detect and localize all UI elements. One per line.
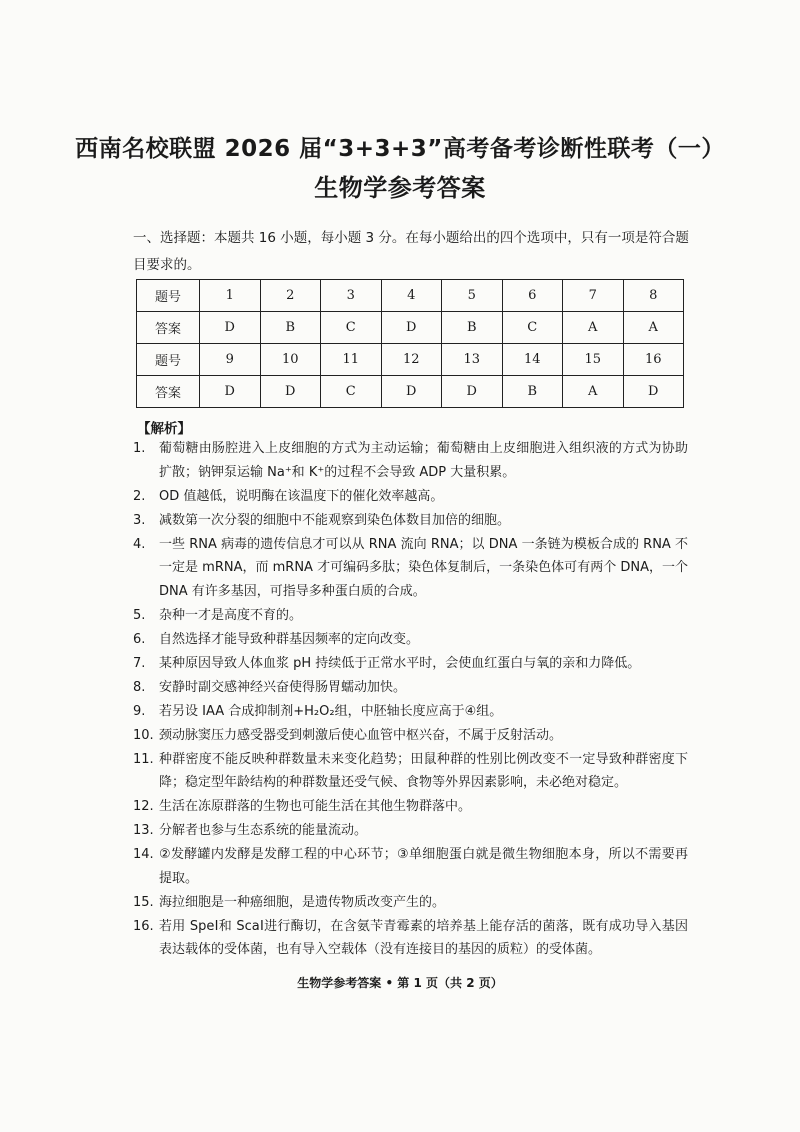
- item-number: 7.: [133, 655, 146, 671]
- table-row: [137, 376, 684, 408]
- answer-cell: D: [442, 376, 503, 408]
- list-item: [133, 819, 688, 843]
- item-text: 分解者也参与生态系统的能量流动。: [159, 823, 368, 838]
- item-text: 自然选择才能导致种群基因频率的定向改变。: [159, 631, 420, 647]
- list-item: [133, 676, 688, 700]
- page-footer: 生物学参考答案 • 第 1 页（共 2 页）: [297, 976, 503, 990]
- list-item: [133, 915, 688, 962]
- question-number: 12: [381, 344, 442, 376]
- list-item: [133, 628, 688, 652]
- item-text: ②发酵罐内发酵是发酵工程的中心环节；③单细胞蛋白就是微生物细胞本身，所以不需要再提取。: [159, 847, 688, 886]
- item-number: 11.: [133, 751, 154, 767]
- item-number: 12.: [133, 799, 154, 814]
- question-number: 10: [260, 344, 321, 376]
- item-text: OD 值越低，说明酶在该温度下的催化效率越高。: [159, 488, 444, 504]
- answer-cell: D: [381, 312, 442, 344]
- question-number: 7: [563, 280, 624, 312]
- answer-table: [136, 279, 684, 408]
- item-number: 8.: [133, 679, 146, 695]
- answer-cell: A: [563, 312, 624, 344]
- list-item: [133, 604, 688, 628]
- list-item: [133, 652, 688, 676]
- answer-cell: C: [502, 312, 563, 344]
- list-item: [133, 843, 688, 890]
- answer-cell: D: [200, 312, 261, 344]
- answer-cell: C: [321, 376, 382, 408]
- analysis-heading: 【解析】: [137, 421, 191, 437]
- table-row: [137, 344, 684, 376]
- item-number: 3.: [133, 512, 146, 528]
- table-row: [137, 280, 684, 312]
- question-number: 8: [623, 280, 684, 312]
- item-number: 15.: [133, 894, 154, 910]
- item-number: 2.: [133, 488, 146, 504]
- item-number: 4.: [133, 536, 146, 552]
- list-item: [133, 795, 688, 819]
- item-text: 若另设 IAA 合成抑制剂+H₂O₂组，中胚轴长度应高于④组。: [159, 703, 503, 719]
- answer-cell: D: [381, 376, 442, 408]
- list-item: [133, 485, 688, 509]
- table-label: 答案: [137, 376, 200, 408]
- question-number: 6: [502, 280, 563, 312]
- list-item: [133, 700, 688, 724]
- list-item: [133, 748, 688, 795]
- table-label: 题号: [137, 344, 200, 376]
- list-item: [133, 533, 688, 604]
- item-number: 10.: [133, 727, 154, 743]
- answer-cell: D: [623, 376, 684, 408]
- item-text: 某种原因导致人体血浆 pH 持续低于正常水平时，会使血红蛋白与氧的亲和力降低。: [159, 655, 641, 671]
- answer-cell: C: [321, 312, 382, 344]
- answer-cell: B: [442, 312, 503, 344]
- item-number: 1.: [133, 441, 146, 456]
- answer-cell: D: [260, 376, 321, 408]
- exam-title: 西南名校联盟 2026 届“3+3+3”高考备考诊断性联考（一）: [75, 136, 725, 162]
- list-item: [133, 891, 688, 915]
- question-number: 9: [200, 344, 261, 376]
- item-text: 减数第一次分裂的细胞中不能观察到染色体数目加倍的细胞。: [159, 512, 511, 528]
- item-number: 14.: [133, 847, 154, 862]
- item-text: 生活在冻原群落的生物也可能生活在其他生物群落中。: [159, 799, 472, 814]
- question-number: 3: [321, 280, 382, 312]
- analysis-list: [133, 437, 688, 962]
- item-text: 杂种一才是高度不育的。: [159, 607, 303, 623]
- item-text: 若用 SpeⅠ和 ScaⅠ进行酶切，在含氨苄青霉素的培养基上能存活的菌落，既有成功导入基因表达载体的受体菌，也有导入空载体（没有连接目的基因的质粒）的受体菌。: [159, 918, 688, 957]
- answer-cell: A: [563, 376, 624, 408]
- question-number: 15: [563, 344, 624, 376]
- answer-cell: B: [260, 312, 321, 344]
- item-number: 16.: [133, 918, 154, 934]
- question-number: 4: [381, 280, 442, 312]
- item-text: 一些 RNA 病毒的遗传信息才可以从 RNA 流向 RNA；以 DNA 一条链为模板合成的 RNA 不一定是 mRNA，而 mRNA 才可编码多肽；染色体复制后，一条染色体可有两个 DNA，一个 DNA 有许多基因，可指导多种蛋白质的合成。: [159, 536, 688, 599]
- item-number: 5.: [133, 607, 146, 623]
- question-number: 2: [260, 280, 321, 312]
- table-row: [137, 312, 684, 344]
- document-title: 生物学参考答案: [314, 174, 486, 202]
- table-label: 答案: [137, 312, 200, 344]
- item-text: 葡萄糖由肠腔进入上皮细胞的方式为主动运输；葡萄糖由上皮细胞进入组织液的方式为协助扩散；钠钾泵运输 Na⁺和 K⁺的过程不会导致 ADP 大量积累。: [159, 441, 688, 480]
- question-number: 1: [200, 280, 261, 312]
- question-number: 5: [442, 280, 503, 312]
- item-text: 海拉细胞是一种癌细胞，是遗传物质改变产生的。: [159, 894, 446, 910]
- item-text: 安静时副交感神经兴奋使得肠胃蠕动加快。: [159, 679, 407, 695]
- answer-cell: B: [502, 376, 563, 408]
- list-item: [133, 724, 688, 748]
- list-item: [133, 437, 688, 484]
- item-number: 6.: [133, 631, 146, 647]
- answer-cell: D: [200, 376, 261, 408]
- list-item: [133, 509, 688, 533]
- item-text: 种群密度不能反映种群数量未来变化趋势；田鼠种群的性别比例改变不一定导致种群密度下降；稳定型年龄结构的种群数量还受气候、食物等外界因素影响，未必绝对稳定。: [159, 751, 688, 790]
- question-number: 16: [623, 344, 684, 376]
- table-label: 题号: [137, 280, 200, 312]
- question-number: 13: [442, 344, 503, 376]
- item-text: 颈动脉窦压力感受器受到刺激后使心血管中枢兴奋，不属于反射活动。: [159, 727, 563, 743]
- item-number: 9.: [133, 703, 146, 719]
- question-number: 14: [502, 344, 563, 376]
- question-number: 11: [321, 344, 382, 376]
- item-number: 13.: [133, 823, 154, 838]
- section-heading: 一、选择题：本题共 16 小题，每小题 3 分。在每小题给出的四个选项中，只有一项是符合题目要求的。: [133, 230, 689, 273]
- answer-cell: A: [623, 312, 684, 344]
